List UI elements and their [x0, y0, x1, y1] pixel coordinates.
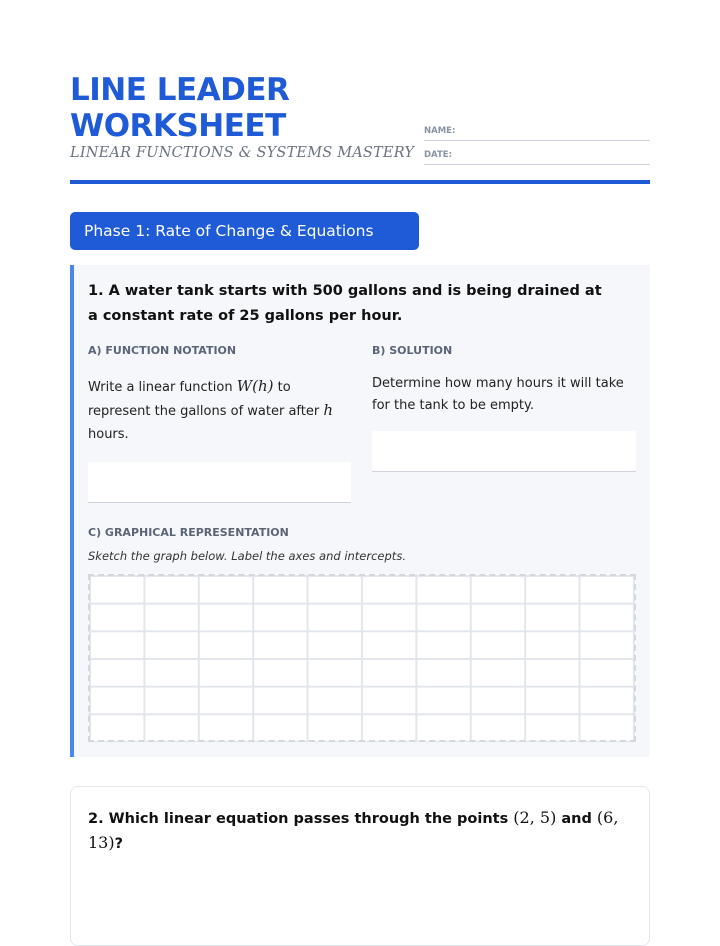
question-1-prompt: 1. A water tank starts with 500 gallons and is being drained at a constant rate of 25 gallons per hour. [88, 283, 602, 324]
point-1-math: (2, 5) [513, 808, 557, 827]
question-2-card [70, 786, 650, 946]
function-notation-math: W(h) [236, 377, 274, 395]
graph-sketch-grid[interactable] [88, 574, 636, 742]
part-a-text-before: Write a linear function [88, 380, 237, 395]
part-b-label: B) SOLUTION [372, 344, 453, 357]
part-c-label: C) GRAPHICAL REPRESENTATION [88, 526, 289, 539]
date-label: DATE: [424, 150, 452, 160]
question-1-card [70, 265, 650, 757]
question-2-prefix: 2. Which linear equation passes through the points [88, 811, 514, 827]
part-b-instructions: Determine how many hours it will take for the tank to be empty. [372, 376, 624, 413]
worksheet-subtitle: LINEAR FUNCTIONS & SYSTEMS MASTERY [70, 145, 415, 161]
header-divider [70, 180, 650, 184]
question-2-prompt [88, 806, 638, 856]
part-a-answer-box[interactable] [88, 462, 351, 503]
part-a-text-middle: to represent the gallons of water after [88, 380, 324, 419]
part-a-label: A) FUNCTION NOTATION [88, 344, 237, 357]
worksheet-title [70, 72, 289, 144]
part-a-instructions [88, 375, 350, 446]
part-b-answer-box[interactable] [372, 431, 636, 472]
phase-1-header: Phase 1: Rate of Change & Equations [70, 212, 419, 250]
question-2-conjunction: and [556, 811, 597, 827]
part-c-instruction: Sketch the graph below. Label the axes and intercepts. [88, 549, 406, 563]
title-line-2: WORKSHEET [70, 108, 286, 144]
variable-math: h [323, 401, 334, 419]
date-field[interactable] [424, 144, 650, 165]
title-line-1: LINE LEADER [70, 72, 290, 108]
name-label: NAME: [424, 126, 456, 136]
name-field[interactable] [424, 120, 650, 141]
question-2-suffix: ? [114, 836, 124, 852]
point-2-math: (6, 13) [88, 808, 619, 852]
part-a-text-after: hours. [88, 427, 129, 442]
